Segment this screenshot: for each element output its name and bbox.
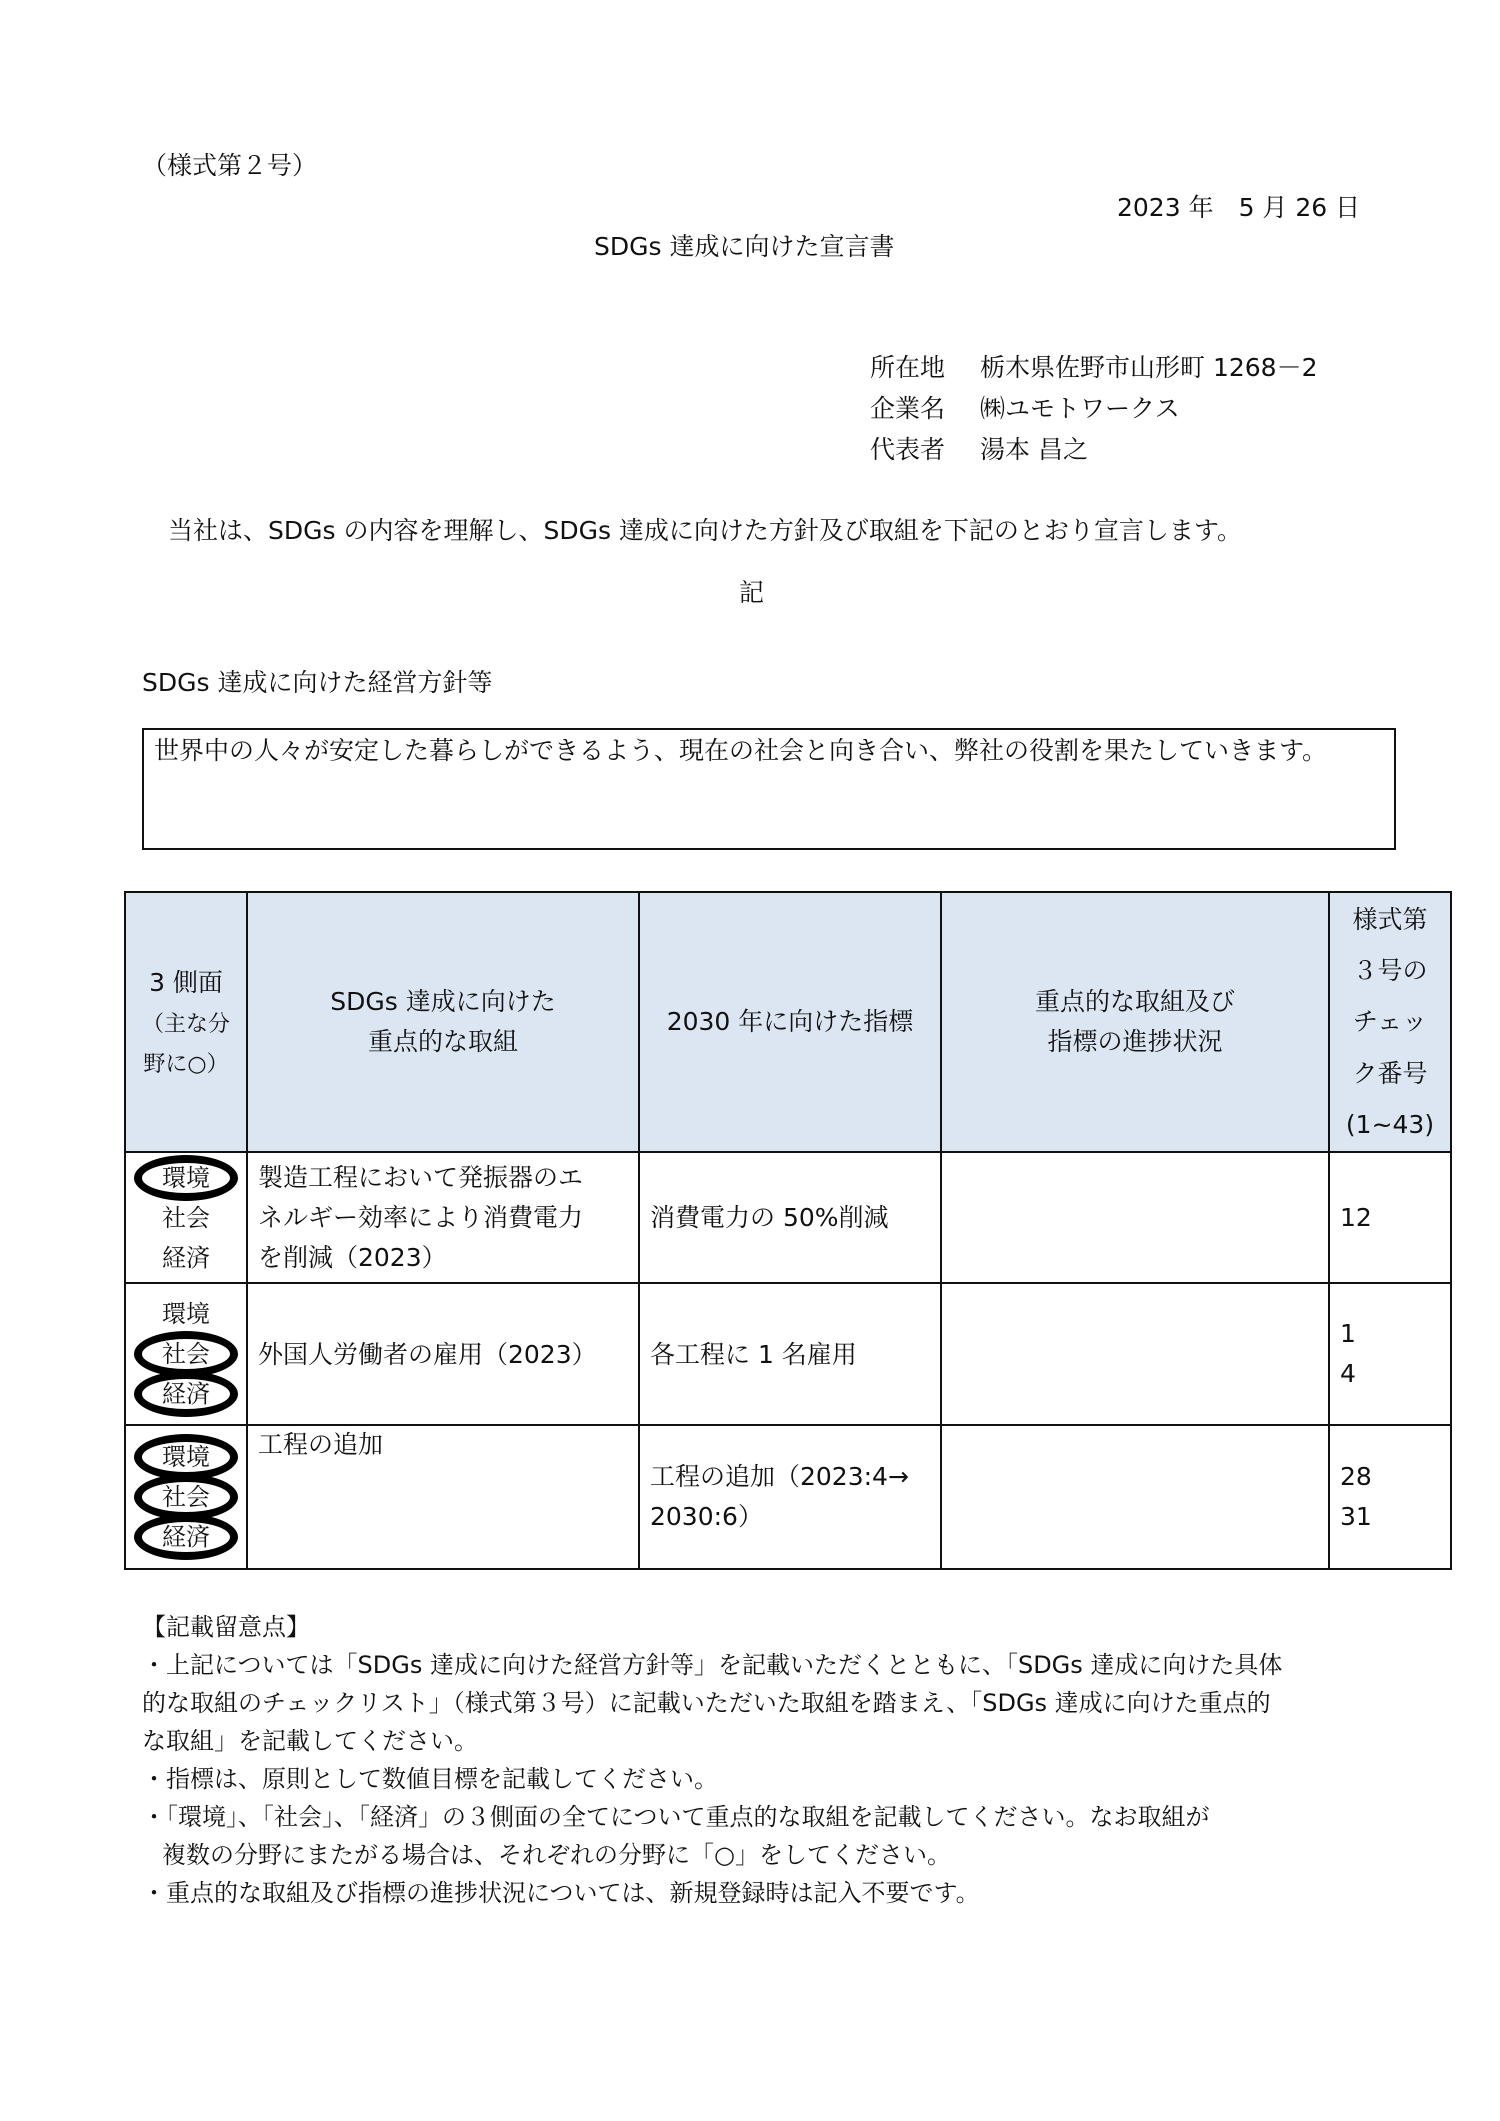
- note-line: 複数の分野にまたがる場合は、それぞれの分野に「○」をしてください。: [162, 1841, 951, 1869]
- check-number: 31: [1340, 1502, 1372, 1531]
- indicator-line: 2030:6）: [650, 1502, 763, 1531]
- check-number-cell: [1329, 1283, 1451, 1425]
- aspect-society: 社会: [126, 1477, 246, 1517]
- aspect-environment: 環境: [126, 1158, 246, 1198]
- policy-box: [142, 728, 1396, 850]
- aspect-header-line-1: 3 側面: [149, 967, 223, 997]
- indicator-line: 各工程に 1 名雇用: [650, 1339, 857, 1369]
- aspect-header-line-3: 野に○）: [143, 1051, 229, 1077]
- aspect-economy: 経済: [126, 1374, 246, 1414]
- note-line: ・指標は、原則として数値目標を記載してください。: [142, 1765, 718, 1793]
- check-number-cell: [1329, 1425, 1451, 1569]
- document-date: 2023 年 5 月 26 日: [1117, 193, 1361, 222]
- check-number: 12: [1340, 1203, 1372, 1232]
- progress-header: [941, 892, 1329, 1152]
- company-name-row: [870, 396, 1180, 421]
- policy-heading: SDGs 達成に向けた経営方針等: [142, 668, 493, 697]
- form-number: （様式第２号）: [142, 151, 318, 180]
- declaration-text: 当社は、SDGs の内容を理解し、SDGs 達成に向けた方針及び取組を下記のとおり宣言します。: [168, 516, 1242, 545]
- progress-cell: [941, 1425, 1329, 1569]
- initiative-header-line-2: 重点的な取組: [367, 1027, 518, 1056]
- check-number: 4: [1340, 1359, 1356, 1388]
- policy-text: 世界中の人々が安定した暮らしができるよう、現在の社会と向き合い、弊社の役割を果たしていきます。: [154, 736, 1328, 765]
- progress-header-line-2: 指標の進捗状況: [1047, 1027, 1223, 1056]
- initiative-line: 工程の追加: [258, 1430, 384, 1459]
- indicator-cell: [639, 1425, 941, 1569]
- table-row: [125, 1152, 1451, 1283]
- indicator-line: 工程の追加（2023:4→: [650, 1462, 909, 1491]
- progress-cell: [941, 1152, 1329, 1283]
- table-row: [125, 1425, 1451, 1569]
- address-label: 所在地: [870, 353, 946, 382]
- aspect-cell: [125, 1283, 247, 1425]
- aspect-cell: [125, 1152, 247, 1283]
- note-line: ・上記については「SDGs 達成に向けた経営方針等」を記載いただくとともに、「SDGs 達成に向けた具体: [142, 1651, 1283, 1679]
- aspect-environment: 環境: [162, 1300, 210, 1328]
- representative-value: 湯本 昌之: [980, 435, 1088, 464]
- company-address-row: [870, 355, 1317, 380]
- check-number: 28: [1340, 1462, 1372, 1491]
- aspect-economy: 経済: [126, 1517, 246, 1557]
- initiative-cell: [247, 1283, 639, 1425]
- check-header-line-2: ３号の: [1352, 956, 1428, 986]
- indicator-line: 消費電力の 50%削減: [650, 1203, 889, 1232]
- document-title: SDGs 達成に向けた宣言書: [594, 232, 895, 261]
- notes-section: [142, 1608, 1282, 1912]
- indicator-header-text: 2030 年に向けた指標: [666, 1007, 914, 1036]
- company-name-value: ㈱ユモトワークス: [980, 394, 1180, 423]
- table-row: [125, 1283, 1451, 1425]
- company-name-label: 企業名: [870, 394, 946, 423]
- aspect-society: 社会: [162, 1203, 210, 1232]
- aspect-economy: 経済: [162, 1243, 210, 1272]
- aspect-cell: [125, 1425, 247, 1569]
- aspect-environment: 環境: [126, 1437, 246, 1477]
- check-number-header: [1329, 892, 1451, 1152]
- initiative-line: 外国人労働者の雇用（2023）: [258, 1339, 597, 1369]
- initiative-header-line-1: SDGs 達成に向けた: [330, 987, 556, 1016]
- initiative-cell: [247, 1425, 639, 1569]
- indicator-header: [639, 892, 941, 1152]
- note-line: ・重点的な取組及び指標の進捗状況については、新規登録時は記入不要です。: [142, 1879, 980, 1907]
- indicator-cell: [639, 1283, 941, 1425]
- check-header-line-4: ク番号: [1352, 1058, 1428, 1088]
- table-header-row: [125, 892, 1451, 1152]
- initiative-header: [247, 892, 639, 1152]
- sdgs-table: [124, 891, 1452, 1570]
- address-value: 栃木県佐野市山形町 1268－2: [980, 353, 1318, 382]
- check-number: 1: [1340, 1319, 1356, 1348]
- notes-heading: 【記載留意点】: [142, 1613, 310, 1641]
- initiative-line: ネルギー効率により消費電力: [258, 1202, 584, 1232]
- note-line: 的な取組のチェックリスト」（様式第３号）に記載いただいた取組を踏まえ、「SDGs 達成に向けた重点的: [142, 1689, 1271, 1717]
- indicator-cell: [639, 1152, 941, 1283]
- aspect-header-line-2: （主な分: [141, 1011, 230, 1037]
- initiative-cell: [247, 1152, 639, 1283]
- progress-header-line-1: 重点的な取組及び: [1034, 987, 1235, 1016]
- check-header-line-5: (1~43): [1345, 1109, 1435, 1139]
- check-number-cell: [1329, 1152, 1451, 1283]
- check-header-line-3: チェッ: [1352, 1007, 1428, 1037]
- representative-label: 代表者: [870, 435, 946, 464]
- note-line: な取組」を記載してください。: [142, 1727, 478, 1755]
- aspect-header: [125, 892, 247, 1152]
- initiative-line: 製造工程において発振器のエ: [258, 1162, 584, 1192]
- progress-cell: [941, 1283, 1329, 1425]
- ki-mark: 記: [739, 578, 765, 607]
- aspect-society: 社会: [126, 1334, 246, 1374]
- initiative-line: を削減（2023）: [258, 1242, 447, 1272]
- note-line: ・「環境」、「社会」、「経済」の３側面の全てについて重点的な取組を記載してください。なお取組が: [142, 1803, 1210, 1831]
- check-header-line-1: 様式第: [1352, 904, 1428, 934]
- representative-row: [870, 437, 1088, 462]
